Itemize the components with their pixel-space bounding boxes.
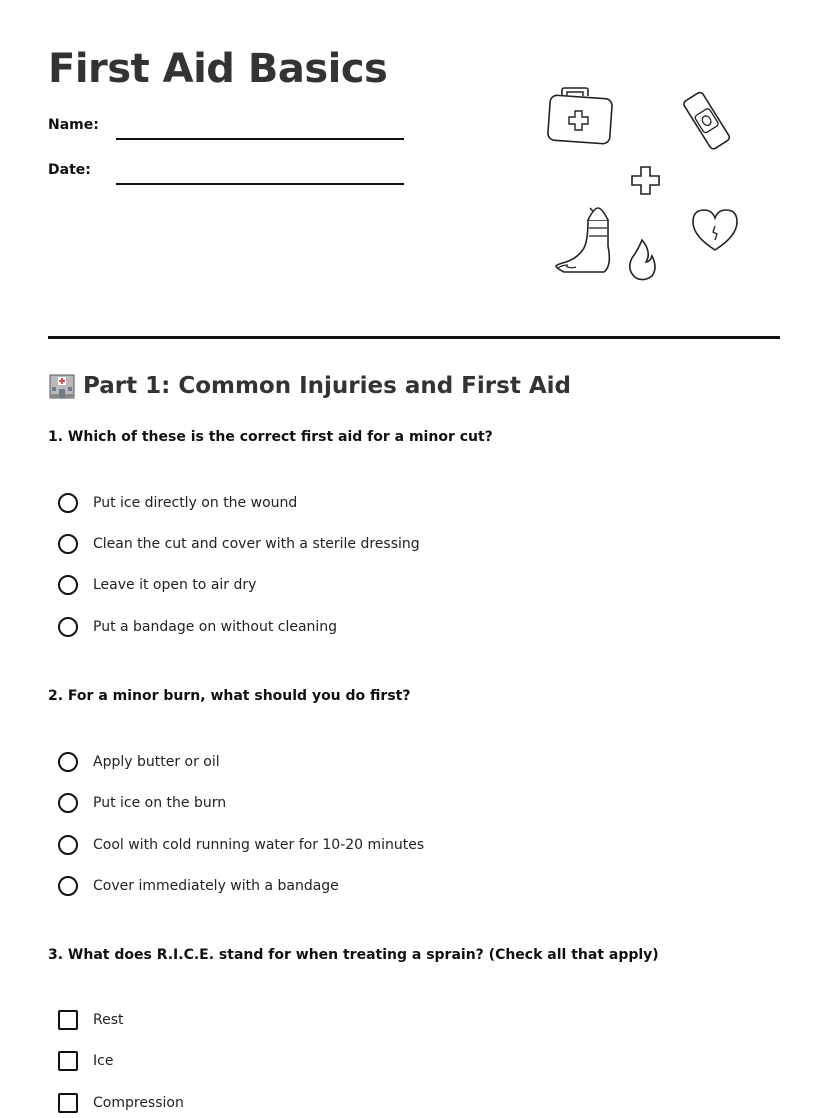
- header-divider: [48, 336, 780, 339]
- radio-button[interactable]: [58, 793, 78, 813]
- date-label: Date:: [48, 162, 91, 178]
- radio-button[interactable]: [58, 752, 78, 772]
- question-1-option-3[interactable]: [58, 573, 256, 597]
- section-title: Part 1: Common Injuries and First Aid: [83, 373, 571, 399]
- option-label: Ice: [93, 1053, 114, 1069]
- radio-button[interactable]: [58, 835, 78, 855]
- option-label: Cover immediately with a bandage: [93, 878, 339, 894]
- injured-foot-icon: [552, 206, 614, 276]
- question-3-option-2[interactable]: [58, 1049, 113, 1073]
- question-2-option-3[interactable]: [58, 833, 424, 857]
- question-2-option-1[interactable]: [58, 750, 220, 774]
- option-label: Put a bandage on without cleaning: [93, 619, 338, 635]
- date-field[interactable]: [116, 183, 404, 185]
- question-1-option-1[interactable]: [58, 491, 297, 515]
- medical-cross-icon: [630, 165, 662, 197]
- radio-button[interactable]: [58, 493, 78, 513]
- question-3-option-1[interactable]: [58, 1008, 124, 1032]
- option-label: Compression: [93, 1095, 184, 1111]
- option-label: Clean the cut and cover with a sterile dressing: [93, 536, 420, 552]
- question-1-option-4[interactable]: [58, 615, 337, 639]
- flame-icon: [628, 238, 660, 282]
- option-label: Rest: [93, 1012, 124, 1028]
- checkbox[interactable]: [58, 1010, 78, 1030]
- bandage-icon: [682, 90, 734, 152]
- question-2-option-2[interactable]: [58, 791, 226, 815]
- first-aid-kit-icon: [546, 86, 616, 148]
- checkbox[interactable]: [58, 1051, 78, 1071]
- question-1-option-2[interactable]: [58, 532, 420, 556]
- section-heading: [48, 372, 571, 400]
- option-label: Put ice on the burn: [93, 795, 227, 811]
- radio-button[interactable]: [58, 617, 78, 637]
- question-3: 3. What does R.I.C.E. stand for when treating a sprain? (Check all that apply): [48, 947, 659, 963]
- option-label: Cool with cold running water for 10-20 minutes: [93, 837, 425, 853]
- option-label: Put ice directly on the wound: [93, 495, 298, 511]
- radio-button[interactable]: [58, 876, 78, 896]
- option-label: Apply butter or oil: [93, 754, 220, 770]
- first-aid-clipart: [540, 80, 760, 290]
- question-3-option-3[interactable]: [58, 1091, 184, 1115]
- radio-button[interactable]: [58, 534, 78, 554]
- question-1: 1. Which of these is the correct first aid for a minor cut?: [48, 429, 493, 445]
- option-label: Leave it open to air dry: [93, 577, 257, 593]
- worksheet-title: First Aid Basics: [48, 46, 388, 92]
- broken-heart-icon: [690, 208, 740, 254]
- name-field[interactable]: [116, 138, 404, 140]
- name-label: Name:: [48, 117, 99, 133]
- hospital-icon: [48, 372, 76, 400]
- checkbox[interactable]: [58, 1093, 78, 1113]
- question-2: 2. For a minor burn, what should you do first?: [48, 688, 411, 704]
- radio-button[interactable]: [58, 575, 78, 595]
- question-2-option-4[interactable]: [58, 874, 339, 898]
